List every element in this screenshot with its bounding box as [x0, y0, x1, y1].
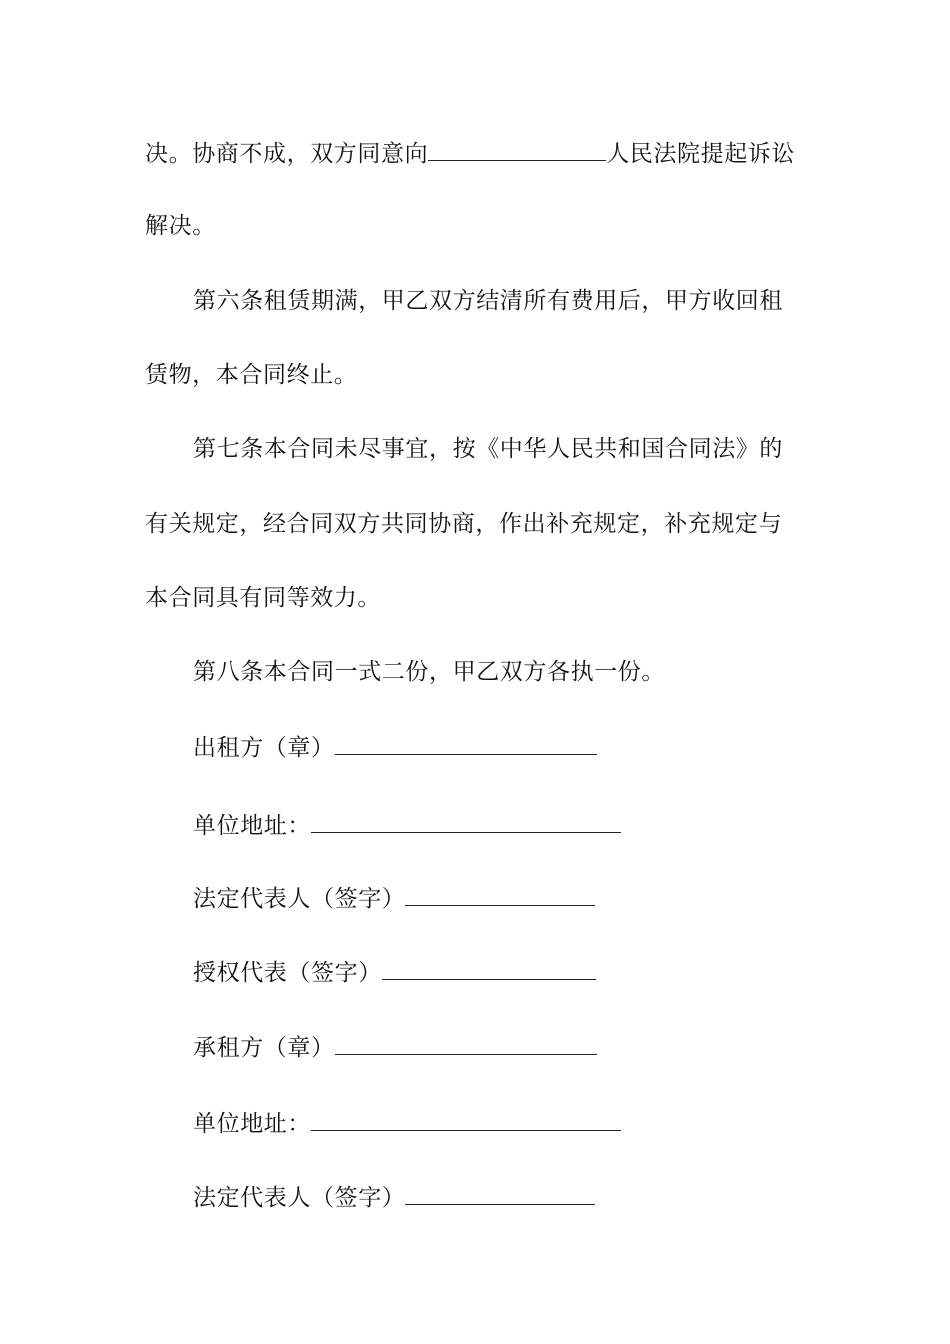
- clause-eight-line-1: 第八条本合同一式二份，甲乙双方各执一份。: [193, 659, 665, 685]
- lessee-legal-rep-label: 法定代表人（签字）: [193, 1185, 406, 1211]
- lessee-seal-field: [193, 1032, 597, 1063]
- clause-seven-line-2: 有关规定，经合同双方共同协商，作出补充规定，补充规定与: [145, 511, 783, 537]
- court-name-blank[interactable]: [428, 138, 606, 161]
- lessor-seal-field: [193, 732, 597, 763]
- lessor-authorized-rep-blank[interactable]: [382, 957, 596, 980]
- lessee-address-blank[interactable]: [311, 1108, 621, 1131]
- lessee-legal-rep-blank[interactable]: [405, 1182, 595, 1205]
- lessee-seal-label: 承租方（章）: [193, 1035, 335, 1061]
- clause-seven-line-1: 第七条本合同未尽事宜，按《中华人民共和国合同法》的: [193, 436, 783, 462]
- clause-five-text-b: 人民法院提起诉讼: [606, 141, 796, 167]
- lessor-legal-rep-label: 法定代表人（签字）: [193, 886, 406, 912]
- lessor-authorized-rep-label: 授权代表（签字）: [193, 960, 382, 986]
- clause-five-text-a: 决。协商不成，双方同意向: [145, 141, 429, 167]
- lessor-authorized-rep-field: [193, 957, 596, 988]
- lessor-address-field: [193, 810, 621, 841]
- lessee-legal-rep-field: [193, 1182, 595, 1213]
- clause-seven-line-3: 本合同具有同等效力。: [145, 585, 381, 611]
- clause-six-line-1: 第六条租赁期满，甲乙双方结清所有费用后，甲方收回租: [193, 288, 783, 314]
- lessee-seal-blank[interactable]: [335, 1032, 597, 1055]
- lessee-address-field: [193, 1108, 621, 1139]
- clause-five-continuation-line-2: 解决。: [145, 213, 216, 239]
- lessor-seal-blank[interactable]: [335, 732, 597, 755]
- lessor-seal-label: 出租方（章）: [193, 735, 335, 761]
- lessor-address-label: 单位地址：: [193, 813, 311, 839]
- lessor-address-blank[interactable]: [311, 810, 621, 833]
- lessor-legal-rep-field: [193, 883, 595, 914]
- lessee-address-label: 单位地址：: [193, 1111, 311, 1137]
- lessor-legal-rep-blank[interactable]: [405, 883, 595, 906]
- clause-six-line-2: 赁物，本合同终止。: [145, 362, 358, 388]
- clause-five-continuation-line-1: [145, 138, 795, 169]
